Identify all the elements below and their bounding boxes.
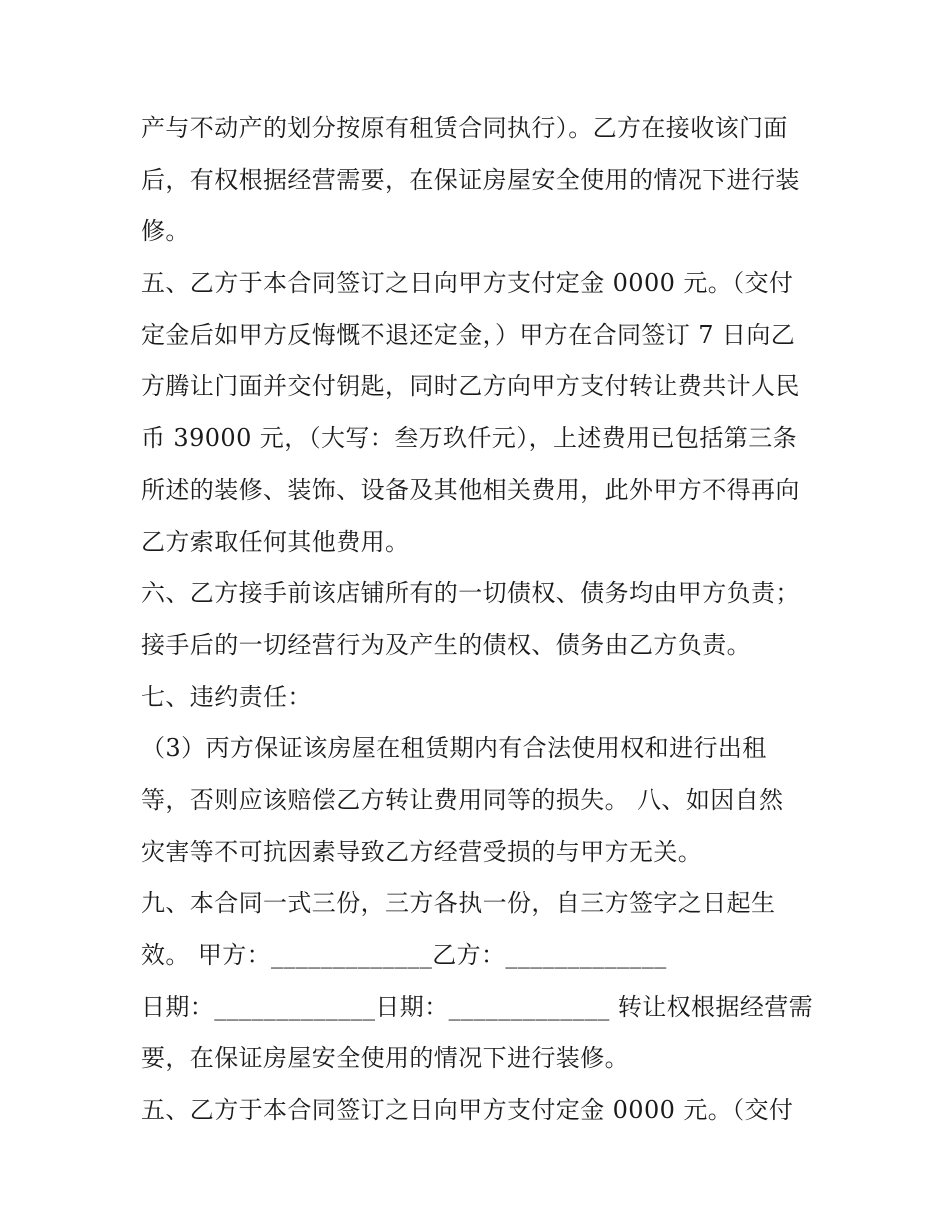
signature-line-dates: 日期：_____________日期：_____________ 转让权根据经营需 [141, 992, 814, 1021]
text-line-4: 五、乙方于本合同签订之日向甲方支付定金 0000 元。（交付 [141, 269, 794, 298]
text-line-8: 所述的装修、装饰、设备及其他相关费用，此外甲方不得再向 [141, 475, 800, 504]
text-line-11: 接手后的一切经营行为及产生的债权、债务由乙方负责。 [141, 630, 751, 659]
text-line-9: 乙方索取任何其他费用。 [141, 527, 410, 556]
text-line-5: 定金后如甲方反悔慨不退还定金，）甲方在合同签订 7 日向乙 [141, 320, 796, 349]
text-line-10: 六、乙方接手前该店铺所有的一切债权、债务均由甲方负责； [141, 579, 800, 608]
text-line-13: （3）丙方保证该房屋在租赁期内有合法使用权和进行出租 [141, 734, 767, 763]
document-body [141, 103, 841, 1137]
text-line-16: 九、本合同一式三份，三方各执一份，自三方签字之日起生 [141, 889, 776, 918]
text-line-3: 修。 [141, 217, 190, 246]
text-line-14: 等，否则应该赔偿乙方转让费用同等的损失。 八、如因自然 [141, 785, 784, 814]
text-line-15: 灾害等不可抗因素导致乙方经营受损的与甲方无关。 [141, 837, 703, 866]
text-line-7: 币 39000 元，（大写：叁万玖仟元），上述费用已包括第三条 [141, 424, 798, 453]
text-line-19: 要，在保证房屋安全使用的情况下进行装修。 [141, 1044, 629, 1073]
text-line-12: 七、违约责任： [141, 682, 312, 711]
text-line-1: 产与不动产的划分按原有租赁合同执行）。乙方在接收该门面 [141, 114, 788, 142]
text-line-6: 方腾让门面并交付钥匙，同时乙方向甲方支付转让费共计人民 [141, 372, 800, 401]
text-line-2: 后，有权根据经营需要，在保证房屋安全使用的情况下进行装 [141, 165, 800, 194]
signature-line-parties: 效。 甲方：_____________乙方：_____________ [141, 941, 667, 969]
text-line-20: 五、乙方于本合同签订之日向甲方支付定金 0000 元。（交付 [141, 1096, 794, 1125]
